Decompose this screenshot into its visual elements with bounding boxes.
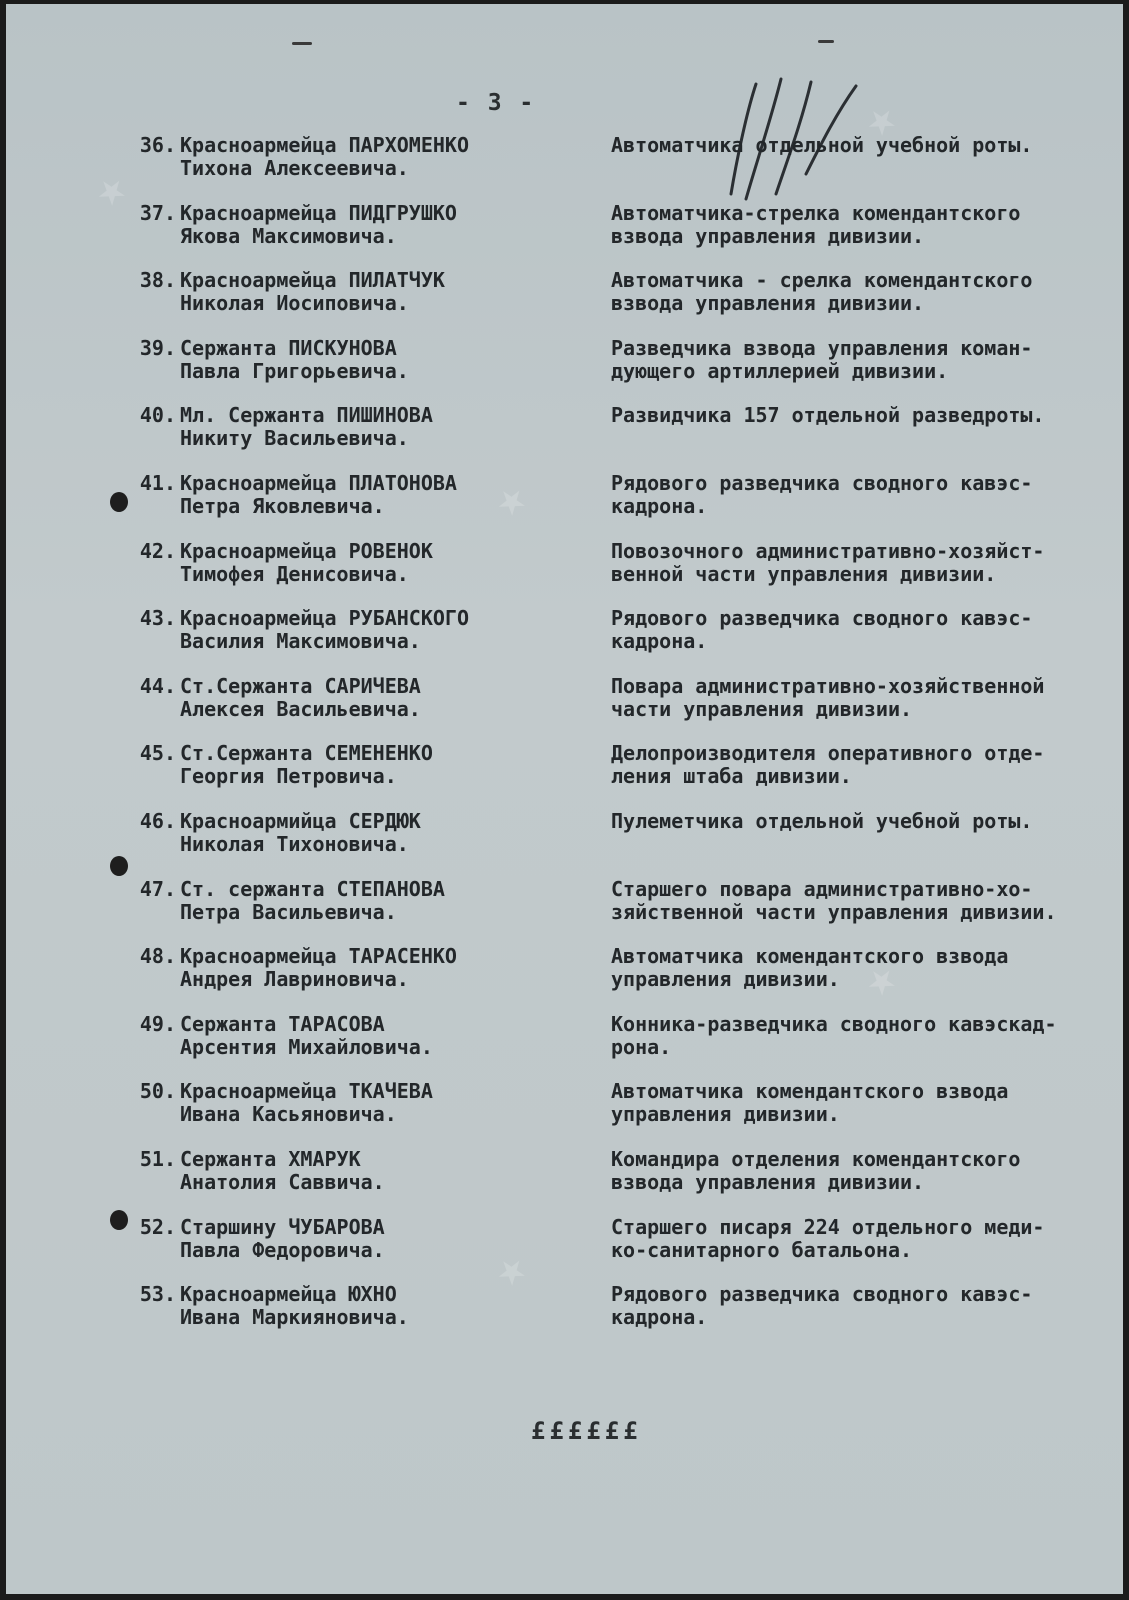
entry-position-line1: Развидчика 157 отдельной разведроты. (611, 403, 1045, 428)
entry-name-line1: Красноармейца ПАРХОМЕНКО (180, 133, 469, 157)
entry-position (611, 1148, 1116, 1194)
entry-position-line1: Конника-разведчика сводного кавэскад- (611, 1011, 1057, 1036)
ink-mark (292, 42, 312, 45)
watermark-logo: ★ (487, 474, 539, 528)
punch-hole (110, 492, 128, 512)
entry-position-line1: Командира отделения комендантского (611, 1147, 1021, 1171)
entry-name-line1: Красноармейца ТАРАСЕНКО (180, 944, 457, 969)
entry-number: 48. (139, 944, 176, 969)
entry-position-line1: Рядового разведчика сводного кавэс- (611, 471, 1033, 495)
entry-position-line1: Автоматчика - срелка комендантского (611, 268, 1033, 293)
entry-name-line1: Красноармейца ПИЛАТЧУК (180, 268, 445, 293)
entry-name (180, 1148, 590, 1194)
entry-number: 49. (139, 1011, 176, 1036)
entry-number: 40. (139, 403, 176, 428)
entry-position (611, 878, 1116, 924)
entry-position-line2: взвода управления дивизии. (611, 1170, 925, 1194)
entry-position-line2: кадрона. (611, 629, 708, 654)
entry-name-line2: Андрея Лавриновича. (180, 967, 409, 992)
entry-position-line2: части управления дивизии. (611, 696, 913, 721)
entry-number: 44. (139, 673, 176, 698)
end-marks: ££££££ (531, 1417, 642, 1445)
entry-name-line1: Красноармийца СЕРДЮК (180, 809, 421, 833)
entry-position-line1: Повозочного административно-хозяйст- (611, 538, 1045, 563)
entry-position-line2: ко-санитарного батальона. (611, 1237, 913, 1262)
entry-position-line2: кадрона. (611, 1305, 708, 1330)
punch-hole (110, 1210, 128, 1230)
entry-number: 37. (139, 200, 176, 225)
list-item (6, 878, 1123, 938)
page-number: - 3 - (456, 90, 536, 116)
entry-number: 45. (139, 741, 176, 766)
entry-position (611, 810, 1116, 833)
entry-name (180, 878, 590, 924)
entry-position-line1: Автоматчика отдельной учебной роты. (611, 133, 1033, 157)
list-item (6, 1148, 1123, 1208)
list-item (6, 134, 1123, 194)
entry-name-line2: Николая Иосиповича. (180, 291, 409, 316)
entry-position-line2: рона. (611, 1034, 672, 1059)
entry-name-line1: Красноармейца РОВЕНОК (180, 538, 433, 563)
entry-position-line2: взвода управления дивизии. (611, 291, 925, 316)
entry-name (180, 540, 590, 586)
entry-name (180, 134, 590, 180)
watermark-logo: ★ (857, 94, 909, 148)
entry-position-line2: управления дивизии. (611, 967, 840, 992)
entry-name-line1: Сержанта ПИСКУНОВА (180, 335, 397, 360)
entry-number: 46. (139, 809, 176, 833)
entry-position-line1: Разведчика взвода управления коман- (611, 335, 1033, 360)
entry-name-line2: Якова Максимовича. (180, 223, 397, 248)
entry-number: 52. (139, 1214, 176, 1239)
list-item (6, 810, 1123, 870)
list-item (6, 944, 1123, 1008)
list-item (6, 675, 1123, 735)
ink-mark (818, 40, 834, 43)
entry-position (611, 404, 1116, 427)
entry-name-line2: Ивана Маркияновича. (180, 1305, 409, 1330)
entry-number: 53. (139, 1282, 176, 1307)
entry-name-line1: Ст.Сержанта СЕМЕНЕНКО (180, 741, 433, 766)
entry-name (180, 1013, 590, 1059)
entry-number: 50. (139, 1079, 176, 1104)
entry-name-line2: Ивана Касьяновича. (180, 1102, 397, 1127)
entry-position-line2: ления штаба дивизии. (611, 764, 852, 789)
entry-name-line1: Красноармейца ЮХНО (180, 1282, 397, 1307)
entry-position-line1: Делопроизводителя оперативного отде- (611, 741, 1045, 766)
entry-position-line1: Старшего писаря 224 отдельного меди- (611, 1214, 1045, 1239)
list-item (6, 202, 1123, 262)
list-item (6, 1283, 1123, 1343)
entry-name-line1: Красноармейца ТКАЧЕВА (180, 1079, 433, 1104)
entry-position (611, 607, 1116, 653)
entry-name-line2: Никиту Васильевича. (180, 426, 409, 451)
entry-position-line2: дующего артиллерией дивизии. (611, 358, 949, 383)
list-item (6, 404, 1123, 464)
entry-position (611, 675, 1116, 721)
entry-position-line2: зяйственной части управления дивизии. (611, 899, 1057, 924)
entry-name (180, 404, 590, 450)
entry-name (180, 675, 590, 721)
entry-name-line2: Василия Максимовича. (180, 629, 421, 654)
entry-name (180, 607, 590, 653)
entry-name (180, 1283, 590, 1329)
entry-name (180, 1216, 590, 1262)
entry-name (180, 337, 590, 383)
entry-position-line1: Автоматчика комендантского взвода (611, 944, 1009, 969)
watermark-logo: ★ (87, 164, 139, 218)
entry-position (611, 1013, 1116, 1059)
list-item (6, 269, 1123, 329)
entry-name (180, 269, 590, 315)
entry-name-line1: Ст. сержанта СТЕПАНОВА (180, 876, 445, 901)
entry-number: 47. (139, 876, 176, 901)
entry-position-line2: управления дивизии. (611, 1102, 840, 1127)
entry-name-line2: Николая Тихоновича. (180, 832, 409, 856)
entry-name (180, 202, 590, 248)
entry-name-line1: Красноармейца ПЛАТОНОВА (180, 471, 457, 495)
entry-position (611, 1080, 1116, 1126)
list-item (6, 607, 1123, 667)
entry-number: 41. (139, 471, 176, 495)
entry-number: 42. (139, 538, 176, 563)
entry-name-line2: Алексея Васильевича. (180, 696, 421, 721)
entry-name-line1: Сержанта ХМАРУК (180, 1147, 361, 1171)
entry-position-line2: взвода управления дивизии. (611, 223, 925, 248)
entry-position-line1: Повара административно-хозяйственной (611, 673, 1045, 698)
document-page (6, 4, 1123, 1594)
entry-position (611, 134, 1116, 157)
entry-name (180, 472, 590, 518)
entry-number: 43. (139, 606, 176, 631)
entry-name-line2: Тихона Алексеевича. (180, 156, 409, 180)
list-item (6, 1013, 1123, 1073)
punch-hole (110, 856, 128, 876)
entry-name-line2: Павла Григорьевича. (180, 358, 409, 383)
entry-name (180, 1080, 590, 1126)
entry-position-line2: венной части управления дивизии. (611, 561, 997, 586)
entry-position (611, 945, 1116, 991)
entry-position (611, 742, 1116, 788)
entry-position-line1: Рядового разведчика сводного кавэс- (611, 1282, 1033, 1307)
entry-position (611, 472, 1116, 518)
watermark-logo: ★ (857, 954, 909, 1008)
entry-position (611, 337, 1116, 383)
entry-position-line1: Автоматчика-стрелка комендантского (611, 200, 1021, 225)
entry-position (611, 540, 1116, 586)
entry-position-line2: кадрона. (611, 494, 708, 518)
entry-number: 51. (139, 1147, 176, 1171)
entry-name-line1: Сержанта ТАРАСОВА (180, 1011, 385, 1036)
entry-number: 39. (139, 335, 176, 360)
entry-position-line1: Старшего повара административно-хо- (611, 876, 1033, 901)
entry-number: 38. (139, 268, 176, 293)
entry-position-line1: Пулеметчика отдельной учебной роты. (611, 809, 1033, 833)
list-item (6, 1080, 1123, 1140)
list-item (6, 1216, 1123, 1276)
watermark-logo: ★ (487, 1244, 539, 1298)
entry-name (180, 742, 590, 788)
list-item (6, 742, 1123, 802)
entry-name-line1: Мл. Сержанта ПИШИНОВА (180, 403, 433, 428)
list-item (6, 540, 1123, 600)
list-item (6, 337, 1123, 397)
entry-number: 36. (139, 133, 176, 157)
entry-name-line2: Георгия Петровича. (180, 764, 397, 789)
entry-name-line2: Петра Яковлевича. (180, 494, 385, 518)
entry-name (180, 810, 590, 856)
entry-name (180, 945, 590, 991)
entry-name-line1: Ст.Сержанта САРИЧЕВА (180, 673, 421, 698)
entry-position (611, 202, 1116, 248)
entry-position (611, 1216, 1116, 1262)
entry-name-line1: Красноармейца ПИДГРУШКО (180, 200, 457, 225)
entry-name-line1: Старшину ЧУБАРОВА (180, 1214, 385, 1239)
entry-name-line2: Тимофея Денисовича. (180, 561, 409, 586)
list-item (6, 472, 1123, 532)
entry-name-line2: Анатолия Саввича. (180, 1170, 385, 1194)
entry-name-line2: Петра Васильевича. (180, 899, 397, 924)
entry-position (611, 1283, 1116, 1329)
entry-name-line2: Арсентия Михайловича. (180, 1034, 433, 1059)
entry-position-line1: Автоматчика комендантского взвода (611, 1079, 1009, 1104)
entry-position (611, 269, 1116, 315)
entry-name-line2: Павла Федоровича. (180, 1237, 385, 1262)
entry-position-line1: Рядового разведчика сводного кавэс- (611, 606, 1033, 631)
entry-name-line1: Красноармейца РУБАНСКОГО (180, 606, 469, 631)
